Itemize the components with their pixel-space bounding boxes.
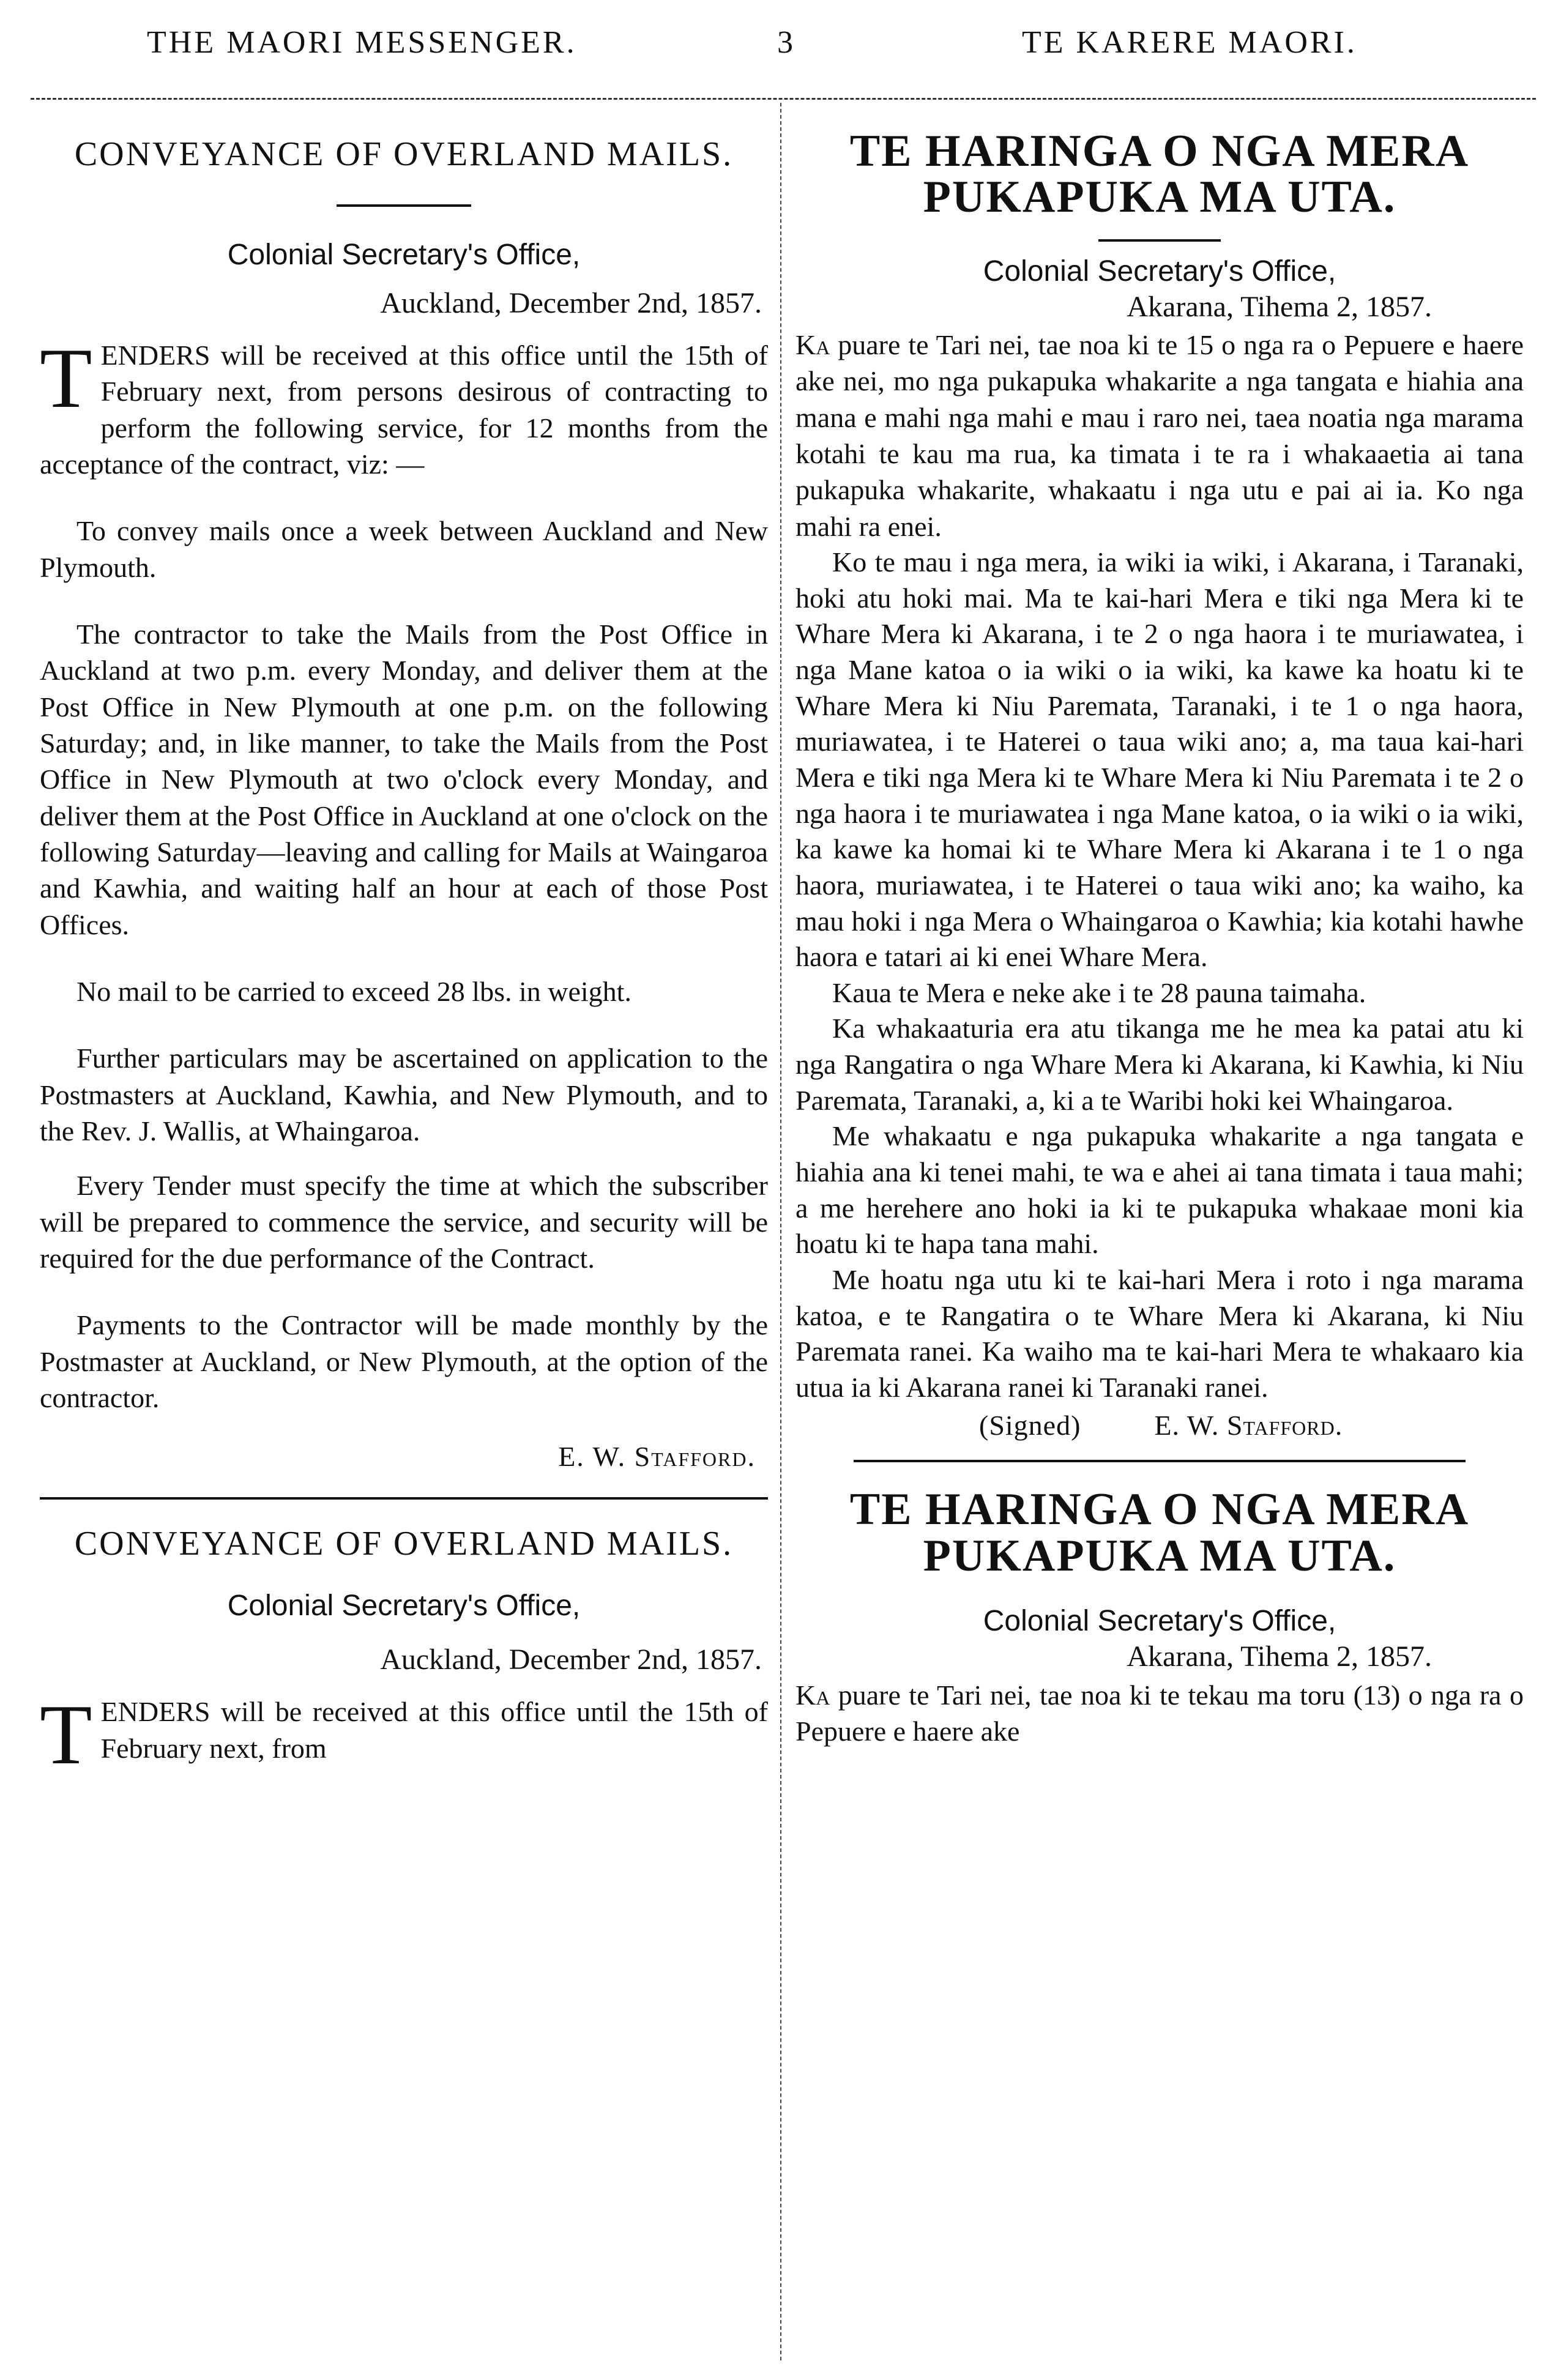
- dateline-repeat: Auckland, December 2nd, 1857.: [380, 1643, 762, 1676]
- header-rule: [31, 98, 1536, 100]
- signed-label: (Signed): [979, 1410, 1081, 1441]
- dateline-repeat: Akarana, Tihema 2, 1857.: [1127, 1640, 1432, 1673]
- dateline: Auckland, December 2nd, 1857.: [380, 286, 762, 319]
- tender-paragraph-repeat: [40, 1687, 768, 1783]
- english-notice-title-repeat: CONVEYANCE OF OVERLAND MAILS.: [74, 1525, 734, 1563]
- maori-column: [795, 116, 1524, 1749]
- tari-paragraph-repeat: [795, 1677, 1524, 1750]
- dateline: Akarana, Tihema 2, 1857.: [1127, 290, 1432, 323]
- weight-paragraph: Kaua te Mera e neke ake i te 28 pauna taimaha.: [832, 976, 1366, 1008]
- maori-notice-title-repeat: TE HARINGA O NGA MERA PUKAPUKA MA UTA.: [849, 1484, 1470, 1581]
- tender-paragraph: [40, 330, 768, 482]
- title-rule: [1098, 239, 1221, 242]
- tender-text-repeat: ENDERS will be received at this office until the 15th of February next, from: [100, 1696, 768, 1764]
- weight-paragraph: No mail to be carried to exceed 28 lbs. in weight.: [76, 975, 631, 1007]
- office-line: Colonial Secretary's Office,: [227, 239, 581, 272]
- lead-word: Ka: [795, 329, 830, 361]
- office-line: Colonial Secretary's Office,: [983, 255, 1336, 288]
- signature-line: [795, 1409, 1524, 1441]
- contractor-paragraph: The contractor to take the Mails from the Post Office in Auckland at two p.m. every Monday, and deliver them at the Post Office in New Plymouth at one p.m. on the following Saturday; and, in like manner, to take the Mails from the Post Office in New Plymouth at two o'clock every Monday, and deliver them at the Post Office in Auckland at one o'clock on the following Saturday—leaving and calling for Mails at Waingaroa and Kawhia, and waiting half an hour at each of those Post Offices.: [40, 618, 768, 940]
- whakaatu-paragraph: Me whakaatu e nga pukapuka whakarite a nga tangata e hiahia ana ki tenei mahi, te wa e ahei ai tana timata i taua mahi; a me herehere ano hoki ia ki te pukapuka whakaae moni kia hoatu ki te hapa tana mahi.: [795, 1120, 1524, 1260]
- tari-text: puare te Tari nei, tae noa ki te 15 o nga ra o Pepuere e haere ake nei, mo nga pukapuka whakarite a nga tangata e hiahia ana mana e mahi nga mahi e mau i raro nei, taea noatia nga marama kotahi te kau ma rua, ka timata i te ra i whakaaetia ai tana pukapuka whakarite, whakaatu i nga utu e pai ai ia. Ko nga mahi ra enei.: [795, 329, 1524, 542]
- drop-cap-repeat: T: [40, 1687, 92, 1783]
- title-rule: [337, 204, 471, 207]
- payments-paragraph: Payments to the Contractor will be made monthly by the Postmaster at Auckland, or New Plymouth, at the option of the contractor.: [40, 1309, 768, 1413]
- column-divider: [780, 103, 781, 2360]
- office-line-repeat: Colonial Secretary's Office,: [227, 1589, 581, 1622]
- tari-text-repeat: puare te Tari nei, tae noa ki te tekau ma toru (13) o nga ra o Pepuere e haere ake: [795, 1679, 1524, 1747]
- tender-specify-paragraph: Every Tender must specify the time at which the subscriber will be prepared to commence the service, and security will be required for the due performance of the Contract.: [40, 1170, 768, 1274]
- tender-text: ENDERS will be received at this office until the 15th of February next, from persons desirous of contracting to perform the following service, for 12 months from the acceptance of the contract, viz: —: [40, 339, 768, 480]
- english-column: [40, 116, 768, 1783]
- page-number: 3: [777, 25, 793, 60]
- signature: E. W. Stafford.: [558, 1441, 756, 1473]
- page-header: [37, 24, 1530, 73]
- lead-word-repeat: Ka: [795, 1679, 830, 1711]
- service-paragraph: To convey mails once a week between Auckland and New Plymouth.: [40, 515, 768, 583]
- tari-paragraph: [795, 327, 1524, 545]
- mera-paragraph: Ko te mau i nga mera, ia wiki ia wiki, i Akarana, i Taranaki, hoki atu hoki mai. Ma te kai-hari Mera e tiki nga Mera ki te Whare Mera ki Akarana, i te 2 o nga haora i te muriawatea, i nga Mane katoa o ia wiki o ia wiki, ka kawe ka hoatu ki te Whare Mera ki Niu Paremata, Taranaki, i te 1 o nga haora, muriawatea, i te Haterei o taua wiki ano; a, ma taua kai-hari Mera e tiki nga Mera ki te Whare Mera ki Niu Paremata i te 2 o nga haora i te muriawatea i nga Mane katoa, o ia wiki o ia wiki, ka kawe ka homai ki te Whare Mera ki Akarana i te 1 o nga haora, muriawatea, i te Haterei o taua wiki ano; ka waiho, ka mau hoki i nga Mera o Whaingaroa o Kawhia; kia kotahi hawhe haora e tatari ai ki enei Whare Mera.: [795, 546, 1524, 973]
- office-line-repeat: Colonial Secretary's Office,: [983, 1605, 1336, 1638]
- utu-paragraph: Me hoatu nga utu ki te kai-hari Mera i roto i nga marama katoa, e te Rangatira o te Whare Mera ki Akarana, ki Niu Paremata ranei. Ka waiho ma te kai-hari Mera te whakaaro kia utua ia ki Akarana ranei ki Taranaki ranei.: [795, 1263, 1524, 1403]
- header-english-title: THE MAORI MESSENGER.: [147, 25, 577, 60]
- tikanga-paragraph: Ka whakaaturia era atu tikanga me he mea ka patai atu ki nga Rangatira o nga Whare Mera ki Akarana, ki Kawhia, ki Niu Paremata, Taranaki, a, ki a te Waribi hoki kei Whaingaroa.: [795, 1013, 1524, 1116]
- english-notice-title: CONVEYANCE OF OVERLAND MAILS.: [74, 135, 734, 173]
- header-maori-title: TE KARERE MAORI.: [1022, 25, 1357, 60]
- maori-notice-title: TE HARINGA O NGA MERA PUKAPUKA MA UTA.: [849, 126, 1470, 223]
- particulars-paragraph: Further particulars may be ascertained on application to the Postmasters at Auckland, Kawhia, and New Plymouth, and to the Rev. J. Wallis, at Whaingaroa.: [40, 1043, 768, 1147]
- section-separator: [854, 1460, 1466, 1462]
- section-separator: [40, 1497, 768, 1500]
- signature: E. W. Stafford.: [1154, 1410, 1343, 1441]
- drop-cap: T: [40, 330, 92, 426]
